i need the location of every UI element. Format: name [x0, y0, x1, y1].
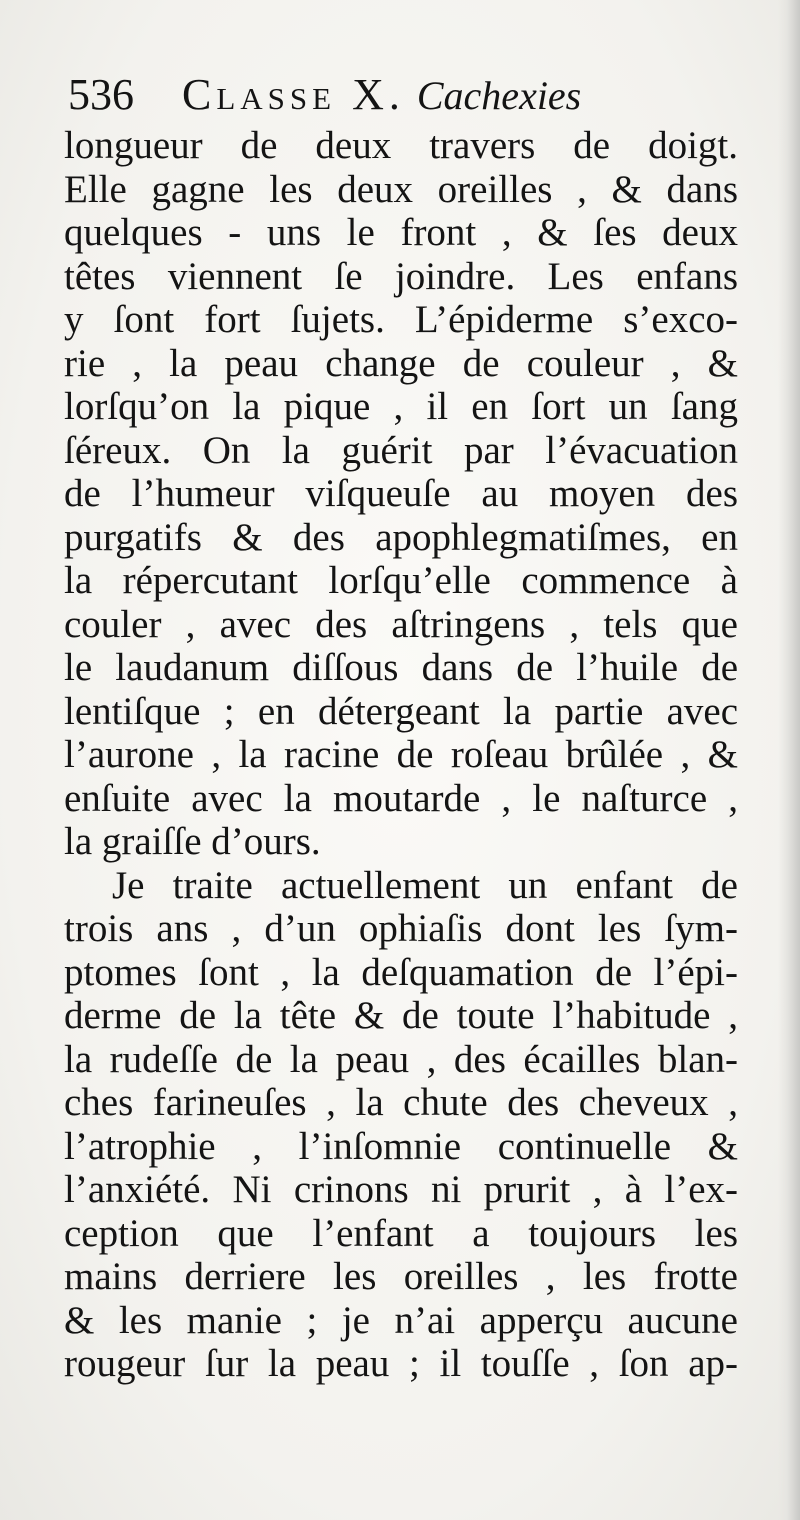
text-line: de l’humeur viſqueuſe au moyen des [64, 472, 738, 515]
text-line: enſuite avec la moutarde , le naſturce , [64, 776, 738, 820]
text-line: & les manie ; je n’ai apperçu aucune [64, 1298, 738, 1342]
text-line: la répercutant lorſqu’elle commence à [64, 559, 738, 602]
text-line: l’anxiété. Ni crinons ni prurit , à l’ex- [64, 1168, 738, 1211]
text-line: trois ans , d’un ophiaſis dont les ſym- [64, 907, 738, 950]
header-running-title: Cachexies [416, 73, 582, 118]
text-line: lentiſque ; en détergeant la partie avec [64, 689, 738, 733]
text-line: la rudeſſe de la peau , des écailles blan- [64, 1037, 738, 1081]
text-line: derme de la tête & de toute l’habitude , [64, 994, 738, 1037]
text-line: y ſont fort ſujets. L’épiderme s’exco- [64, 298, 738, 341]
text-line: l’aurone , la racine de roſeau brûlée , & [64, 733, 738, 776]
text-line: l’atrophie , l’inſomnie continuelle & [64, 1124, 738, 1168]
text-line: lorſqu’on la pique , il en ſort un ſang [64, 385, 738, 428]
text-line: mains derriere les oreilles , les frotte [64, 1255, 738, 1298]
text-line: longueur de deux travers de doigt. [64, 124, 738, 167]
text-line: ches farineuſes , la chute des cheveux , [64, 1081, 738, 1124]
header-classe: Classe X. [182, 70, 405, 119]
page-body-text [64, 124, 738, 1386]
text-line: couler , avec des aſtringens , tels que [64, 602, 738, 646]
text-line: purgatifs & des apophlegmatiſmes, en [64, 515, 738, 559]
page-edge-shadow [778, 0, 800, 1520]
text-line: rougeur ſur la peau ; il touſſe , ſon ap- [64, 1342, 738, 1385]
page-number: 536 [68, 70, 134, 119]
text-line: têtes viennent ſe joindre. Les enfans [64, 254, 738, 298]
text-line: rie , la peau change de couleur , & [64, 341, 738, 385]
running-header [68, 70, 748, 120]
text-line: quelques - uns le front , & ſes deux [64, 211, 738, 254]
text-line: ſéreux. On la guérit par l’évacuation [64, 428, 738, 472]
paragraph-start-line: Je traite actuellement un enfant de [112, 863, 738, 907]
text-line: Elle gagne les deux oreilles , & dans [64, 167, 738, 211]
text-line: ptomes ſont , la deſquamation de l’épi- [64, 950, 738, 994]
text-line: ception que l’enfant a toujours les [64, 1211, 738, 1255]
paragraph-end-line: la graiſſe d’ours. [64, 820, 321, 863]
text-line: le laudanum diſſous dans de l’huile de [64, 646, 738, 689]
